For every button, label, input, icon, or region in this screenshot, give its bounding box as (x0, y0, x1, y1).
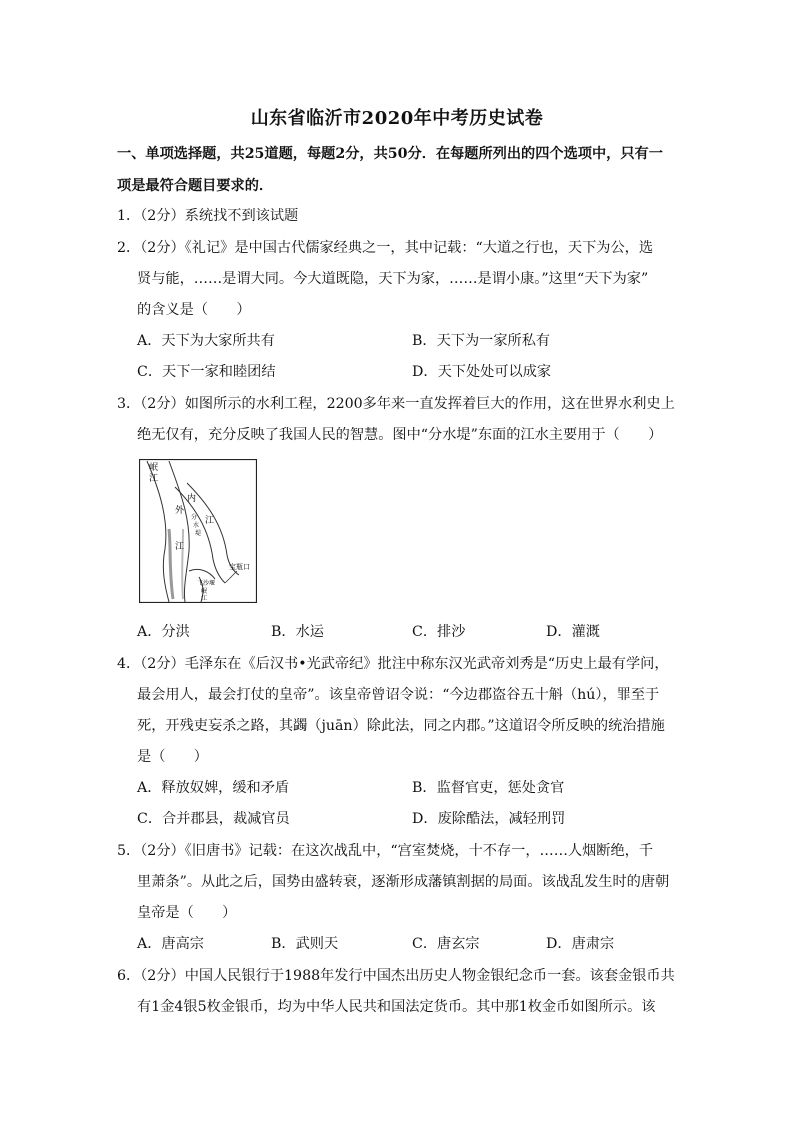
question-2-option-d: D．天下处处可以成家 (412, 364, 552, 380)
question-4-option-b: B．监督官吏，惩处贪官 (412, 780, 565, 796)
section-heading-line-2: 项是最符合题目要求的． (117, 178, 274, 194)
question-3-option-c: C．排沙 (412, 624, 466, 640)
map-label-jiang: 江 (149, 474, 159, 484)
question-2-line-2: 贤与能，……是谓大同。今大道既隐，天下为家，……是谓小康。”这里“天下为家” (137, 271, 649, 287)
question-3-line-1: 3．（2分）如图所示的水利工程，2200多年来一直发挥着巨大的作用，这在世界水利史上 (117, 396, 675, 412)
question-5-line-1: 5．（2分）《旧唐书》记载：在这次战乱中，“宫室焚烧，十不存一，……人烟断绝，千 (117, 843, 654, 859)
page-title: 山东省临沂市2020年中考历史试卷 (250, 108, 544, 129)
map-label-feishayan: 飞沙堰 (197, 580, 216, 587)
map-label-wai: 外 (175, 506, 185, 516)
question-5-line-3: 皇帝是（ ） (137, 905, 237, 921)
question-6-line-1: 6．（2分）中国人民银行于1988年发行中国杰出历史人物金银纪念币一套。该套金银币共 (117, 968, 675, 984)
question-2-option-b: B．天下为一家所私有 (412, 333, 551, 349)
map-label-shui: 水 (193, 522, 200, 529)
map-label-min: 岷 (149, 463, 159, 473)
map-label-di: 堤 (195, 530, 202, 537)
question-5-line-2: 里萧条”。从此之后，国势由盛转衰，逐渐形成藩镇割据的局面。该战乱发生时的唐朝 (137, 874, 670, 890)
question-4-line-2: 最会用人，最会打仗的皇帝”。该皇帝曾诏令说：“今边郡盗谷五十斛（hú），罪至于 (137, 687, 660, 703)
question-1: 1．（2分）系统找不到该试题 (117, 208, 299, 224)
question-4-line-1: 4．（2分）毛泽东在《后汉书•光武帝纪》批注中称东汉光武帝刘秀是“历史上最有学问， (117, 656, 669, 672)
map-label-fen: 分 (191, 514, 198, 521)
question-2-option-a: A．天下为大家所共有 (137, 333, 275, 349)
map-label-nei: 内 (187, 494, 197, 504)
question-5-option-c: C．唐玄宗 (412, 936, 480, 952)
question-3-option-b: B．水运 (271, 624, 324, 640)
question-5-option-b: B．武则天 (271, 936, 339, 952)
question-3-option-d: D．灌溉 (546, 624, 600, 640)
question-4-option-d: D．废除酷法，减轻刑罚 (412, 811, 566, 827)
question-4-option-a: A．释放奴婢，缓和矛盾 (137, 780, 290, 796)
question-3-line-2: 绝无仅有，充分反映了我国人民的智慧。图中“分水堤”东面的江水主要用于（ ） (137, 427, 663, 443)
map-label-jiang-inner: 江 (205, 516, 215, 526)
map-label-min-lower: 岷 (201, 588, 208, 595)
question-4-line-4: 是（ ） (137, 749, 208, 765)
map-label-jiang-outer: 江 (175, 542, 185, 552)
question-4-option-c: C．合并郡县，裁减官员 (137, 811, 290, 827)
dujiangyan-map (139, 459, 257, 603)
section-heading-line-1: 一、单项选择题，共25道题，每题2分，共50分．在每题所列出的四个选项中，只有一 (117, 146, 663, 162)
question-6-line-2: 有1金4银5枚金银币，均为中华人民共和国法定货币。其中那1枚金币如图所示。该 (137, 999, 656, 1015)
question-2-line-3: 的含义是（ ） (137, 302, 251, 318)
map-label-baopingkou: 宝瓶口 (229, 563, 250, 571)
question-2-option-c: C．天下一家和睦团结 (137, 364, 276, 380)
question-4-line-3: 死，开残吏妄杀之路，其蠲（juān）除此法，同之内郡。”这道诏令所反映的统治措施 (137, 718, 665, 734)
question-3-option-a: A．分洪 (137, 624, 190, 640)
map-label-jiang-lower: 江 (201, 595, 208, 602)
question-2-line-1: 2．（2分）《礼记》是中国古代儒家经典之一，其中记载：“大道之行也，天下为公，选 (117, 240, 654, 256)
question-5-option-a: A．唐高宗 (137, 936, 204, 952)
question-5-option-d: D．唐肃宗 (546, 936, 615, 952)
